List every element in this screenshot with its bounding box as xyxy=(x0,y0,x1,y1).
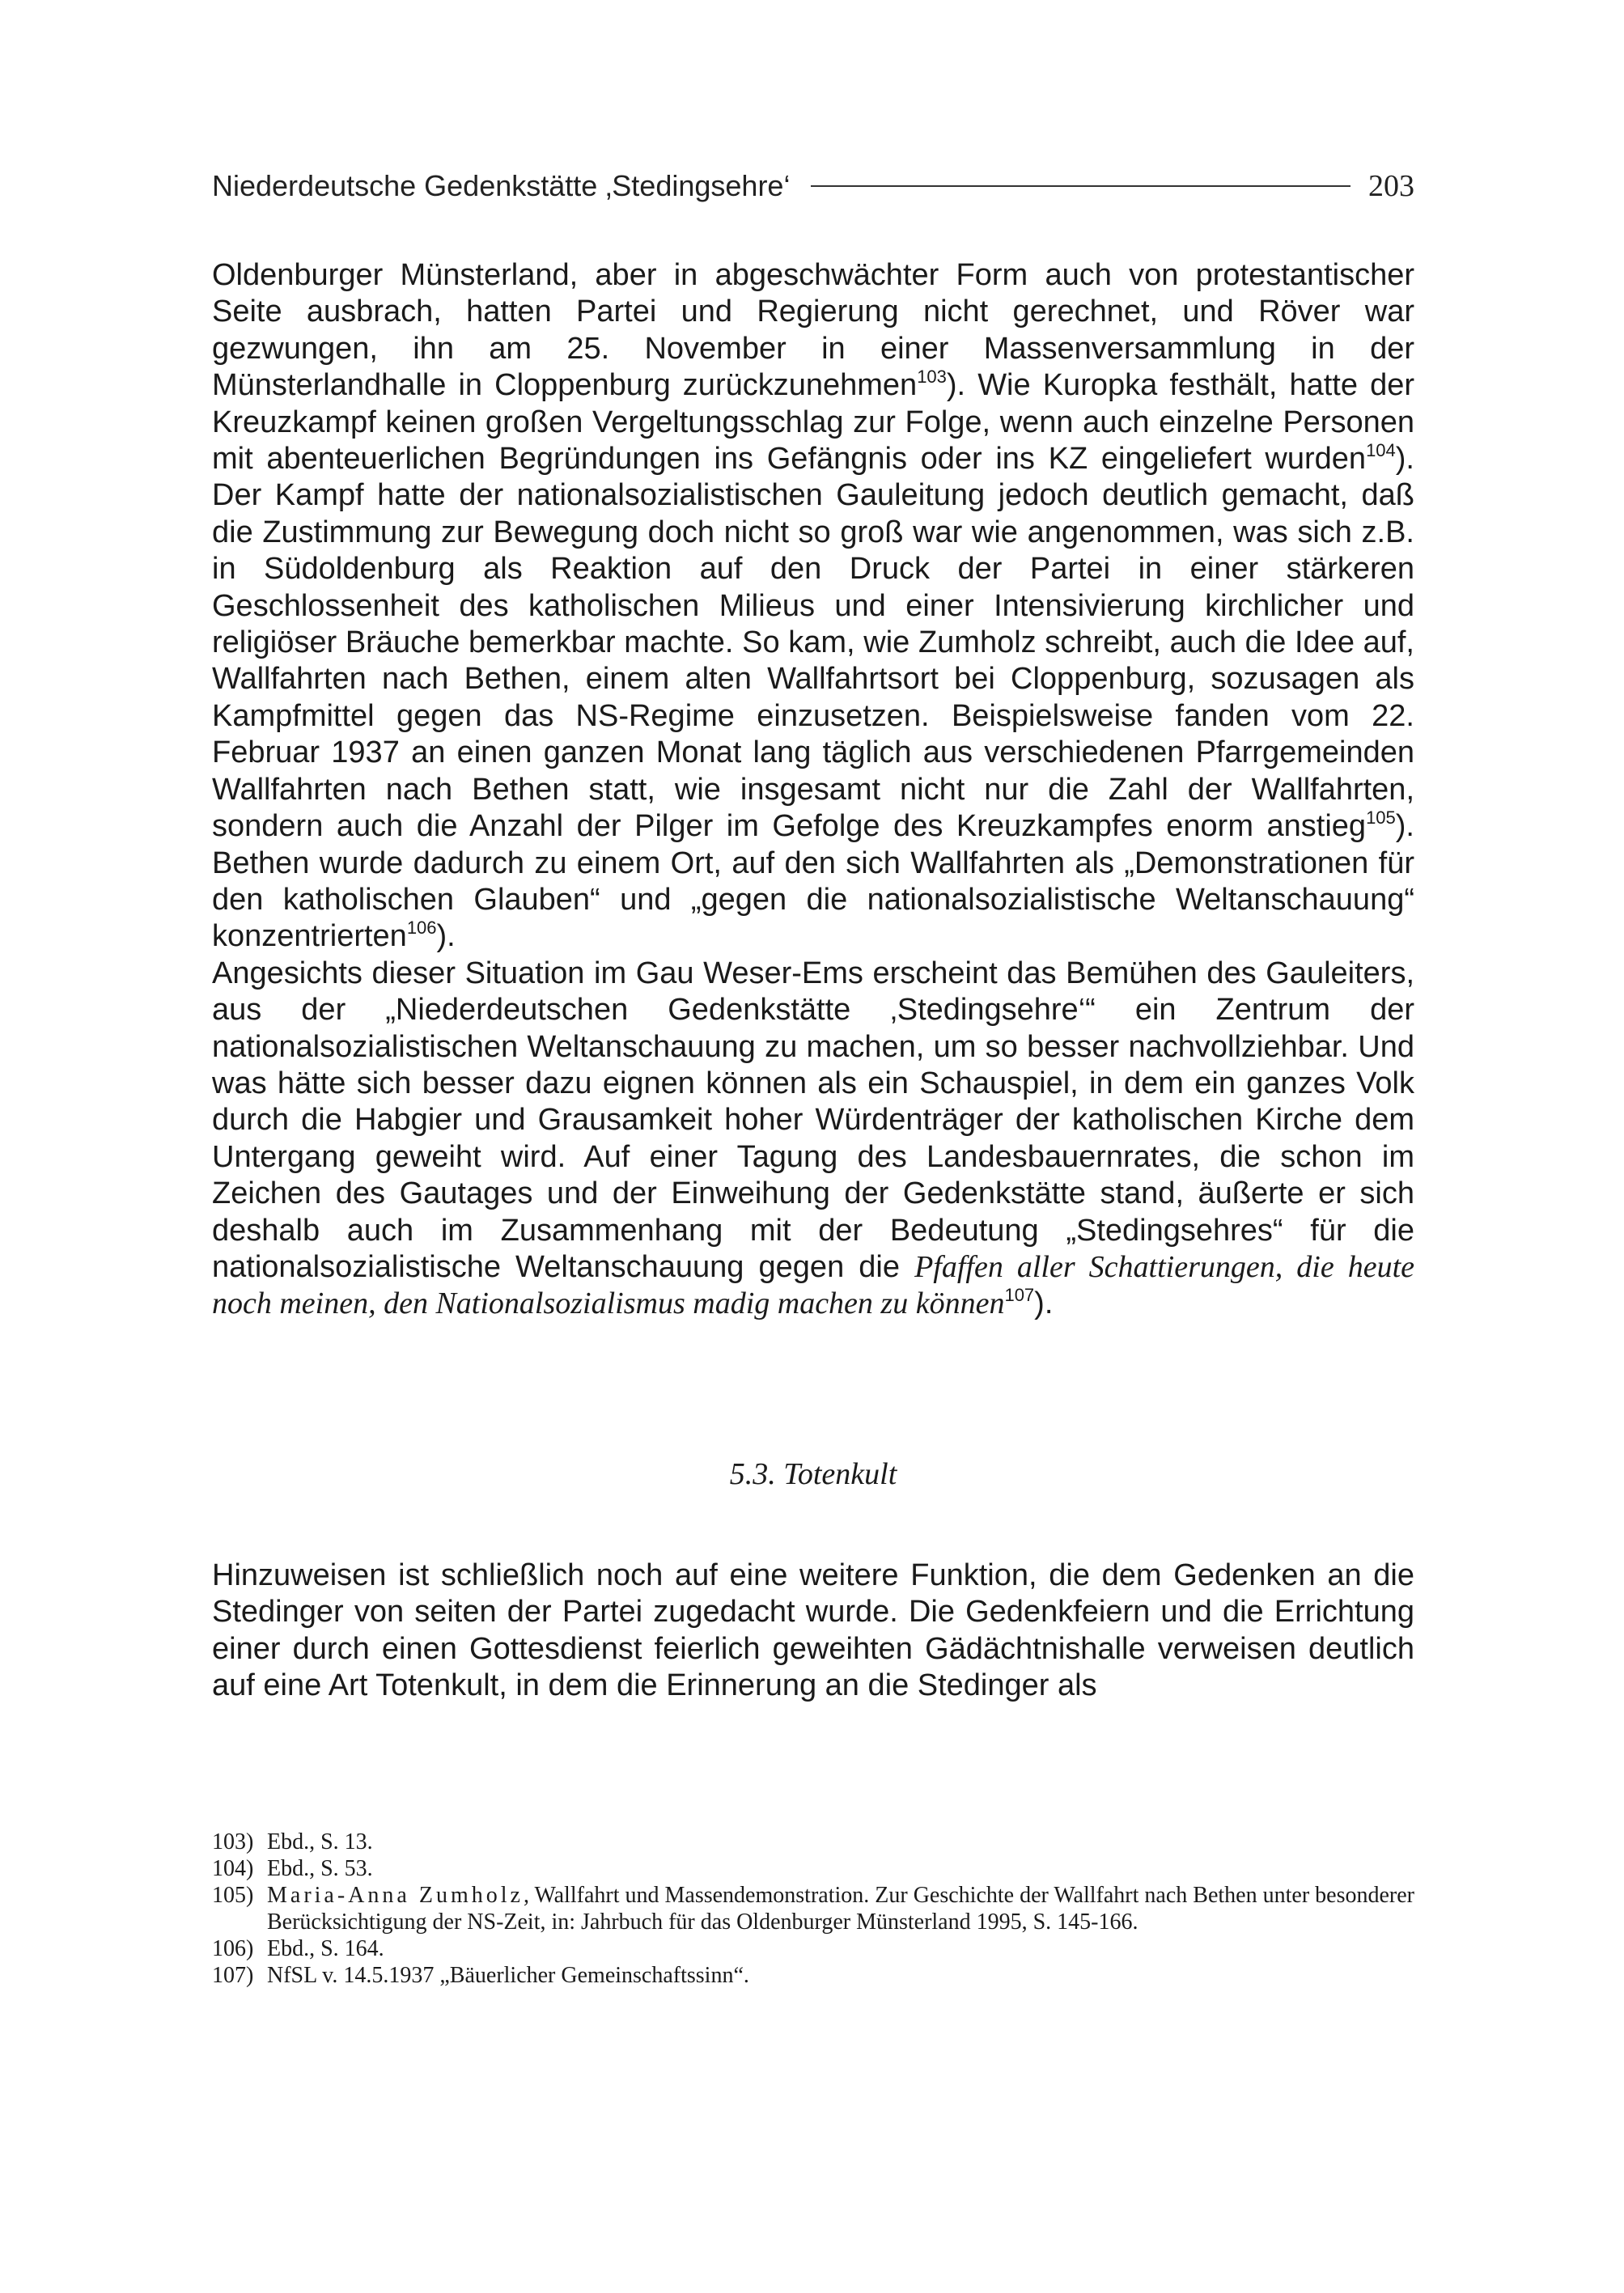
paragraph-3: Hinzuweisen ist schließlich noch auf eine weitere Funktion, die dem Gedenken an die Stedinger von seiten der Partei zugedacht wurde. Die Gedenkfeiern und die Errichtung einer durch einen Gottesdienst feierlich geweihten Gädächtnishalle verweisen deutlich auf eine Art Totenkult, in dem die Erinnerung an die Stedinger als xyxy=(212,1558,1414,1703)
footnote-number: 104) xyxy=(212,1856,254,1881)
footnote-106 xyxy=(212,1935,1414,1962)
footnote-text: Ebd., S. 53. xyxy=(267,1856,373,1881)
footnote-107 xyxy=(212,1962,1414,1989)
section-text xyxy=(212,1558,1414,1705)
text-run: ). Der Kampf hatte der nationalsozialistischen Gauleitung jedoch deutlich gemacht, daß die Zustimmung zur Bewegung doch nicht so groß war wie angenommen, was sich z.B. in Südoldenburg als Reaktion auf den Druck der Partei in einer stärkeren Geschlossenheit des katholischen Milieus und einer Intensivierung kirchlicher und religiöser Bräuche bemerkbar machte. So kam, wie Zumholz schreibt, auch die Idee auf, Wallfahrten nach Bethen, einem alten Wallfahrtsort bei Cloppenburg, sozusagen als Kampfmittel gegen das NS-Regime einzusetzen. Beispielsweise fanden vom 22. Februar 1937 an einen ganzen Monat lang täglich aus verschiedenen Pfarrgemeinden Wallfahrten nach Bethen statt, wie insgesamt nicht nur die Zahl der Wallfahrten, sondern auch die Anzahl der Pilger im Gefolge des Kreuzkampfes enorm anstieg xyxy=(212,442,1414,844)
footnote-ref-103: 103 xyxy=(917,367,947,388)
paragraph-1 xyxy=(212,257,1414,956)
footnotes xyxy=(212,1829,1414,1989)
footnote-ref-107: 107 xyxy=(1004,1285,1035,1306)
text-run: Oldenburger Münsterland, aber in abgeschwächter Form auch von protestantischer Seite ausbrach, hatten Partei und Regierung nicht gerechnet, und Röver war gezwungen, ihn am 25. November in einer Massenversammlung in der Münsterlandhalle in Cloppenburg zurückzunehmen xyxy=(212,258,1414,403)
footnote-number: 105) xyxy=(212,1883,254,1908)
page-number: 203 xyxy=(1368,169,1414,203)
running-header xyxy=(212,166,1414,206)
paragraph-2 xyxy=(212,956,1414,1323)
footnote-ref-104: 104 xyxy=(1366,440,1396,461)
footnote-number: 103) xyxy=(212,1829,254,1854)
footnote-number: 106) xyxy=(212,1936,254,1961)
section-heading: 5.3. Totenkult xyxy=(729,1457,897,1491)
header-rule xyxy=(811,185,1351,187)
footnote-author: Maria-Anna Zumholz xyxy=(267,1883,524,1908)
footnote-number: 107) xyxy=(212,1963,254,1988)
footnote-ref-106: 106 xyxy=(406,918,437,939)
footnote-text: Ebd., S. 13. xyxy=(267,1829,373,1854)
footnote-text xyxy=(267,1882,1414,1935)
footnote-text: Ebd., S. 164. xyxy=(267,1936,384,1961)
running-title: Niederdeutsche Gedenkstätte ‚Stedingsehre‘ xyxy=(212,169,791,202)
text-run: ). Bethen wurde dadurch zu einem Ort, auf den sich Wallfahrten als „Demonstrationen für den katholischen Glauben“ und „gegen die nationalsozialistische Weltanschauung“ konzentrierten xyxy=(212,809,1414,954)
footnote-citation: , Wallfahrt und Massendemonstration. Zur Geschichte der Wallfahrt nach Bethen unter besonderer Berücksichtigung der NS-Zeit, in: Jahrbuch für das Oldenburger Münsterland 1995, S. 145-166. xyxy=(267,1883,1414,1935)
footnote-103 xyxy=(212,1829,1414,1855)
italic-quote: Pfaffen aller Schattierungen, die heute noch meinen, den Nationalsozialismus madig machen zu können xyxy=(212,1249,1415,1321)
footnote-ref-105: 105 xyxy=(1366,807,1396,829)
footnote-text: NfSL v. 14.5.1937 „Bäuerlicher Gemeinschaftssinn“. xyxy=(267,1963,749,1988)
text-run: ). xyxy=(1034,1286,1054,1321)
text-run: Angesichts dieser Situation im Gau Weser-Ems erscheint das Bemühen des Gauleiters, aus der „Niederdeutschen Gedenkstätte ‚Stedingsehre‘“ ein Zentrum der nationalsozialistischen Weltanschauung zu machen, um so besser nachvollziehbar. Und was hätte sich besser dazu eignen können als ein Schauspiel, in dem ein ganzes Volk durch die Habgier und Grausamkeit hoher Würdenträger der katholischen Kirche dem Untergang geweiht wird. Auf einer Tagung des Landesbauernrates, die schon im Zeichen des Gautages und der Einweihung der Gedenkstätte stand, äußerte er sich deshalb auch im Zusammenhang mit der Bedeutung „Stedingsehres“ für die nationalsozialistische Weltanschauung gegen die xyxy=(212,956,1414,1284)
text-run: ). Wie Kuropka festhält, hatte der Kreuzkampf keinen großen Vergeltungsschlag zur Folge, wenn auch einzelne Personen mit abenteuerlichen Begründungen ins Gefängnis oder ins KZ eingeliefert wurden xyxy=(212,368,1414,477)
main-text xyxy=(212,257,1414,1323)
footnote-105 xyxy=(212,1882,1414,1935)
footnote-104 xyxy=(212,1855,1414,1882)
text-run: ). xyxy=(436,919,456,954)
